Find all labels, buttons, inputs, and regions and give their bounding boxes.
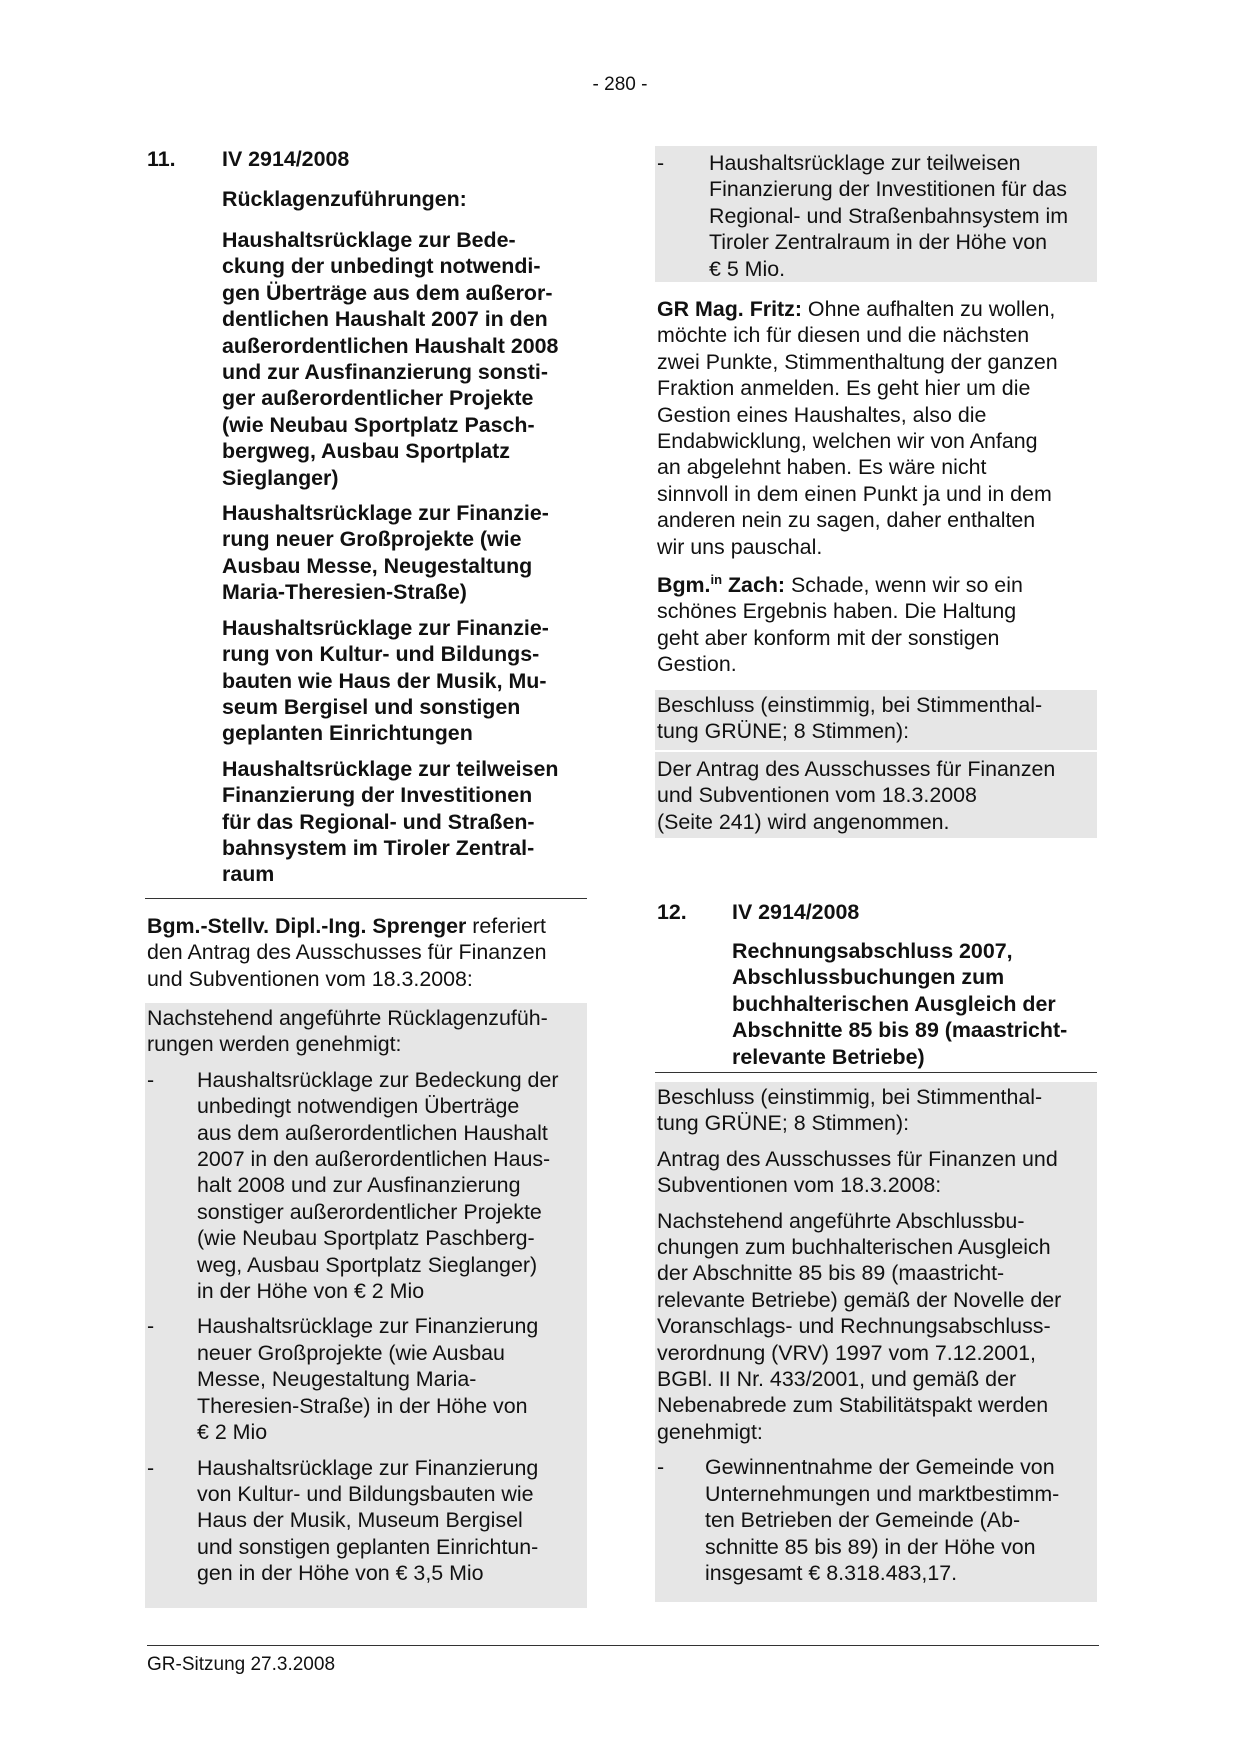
speaker-name: Bgm.-Stellv. Dipl.-Ing. Sprenger <box>147 914 467 938</box>
item-11-decision-box <box>655 690 1097 750</box>
item-11-rule <box>145 898 587 899</box>
item-11-point: Haushaltsrücklage zur Finanzie- rung neuer Großprojekte (wie Ausbau Messe, Neugestaltung Maria-Theresien-Straße) <box>222 501 549 605</box>
item-11-points <box>222 227 592 897</box>
decision: Beschluss (einstimmig, bei Stimmenthal- tung GRÜNE; 8 Stimmen): <box>657 693 1043 744</box>
item-12-number: 12. <box>657 900 687 924</box>
item-11-speaker-paragraph: Bgm.-Stellv. Dipl.-Ing. Sprenger referiert den Antrag des Ausschusses für Finanzen und Subventionen vom 18.3.2008: <box>147 914 547 991</box>
item-11-code: IV 2914/2008 <box>222 147 350 171</box>
item-11-point: Haushaltsrücklage zur Finanzie- rung von Kultur- und Bildungs- bauten wie Haus der Musik, Mu- seum Bergisel und sonstigen geplanten Einrichtungen <box>222 615 549 746</box>
item-12-title: Rechnungsabschluss 2007, Abschlussbuchungen zum buchhalterischen Ausgleich der Abschnitte 85 bis 89 (maastricht- relevante Betriebe) <box>732 939 1068 1069</box>
list-item: - Haushaltsrücklage zur Bedeckung der unbedingt notwendigen Überträge aus dem außerordentlichen Haushalt 2007 in den außerordentlichen Haus- halt 2008 und zur Ausfinanzierung sonstiger außerordentlicher Projekte (wie Neubau Sportplatz Paschberg- weg, Ausbau Sportplatz Sieglanger) in der Höhe von € 2 Mio <box>147 1067 559 1304</box>
item-11-heading: Rücklagenzuführungen: <box>222 187 467 211</box>
footer: GR-Sitzung 27.3.2008 <box>147 1654 336 1675</box>
item-11-point: Haushaltsrücklage zur teilweisen Finanzierung der Investitionen für das Regional- und Straßen- bahnsystem im Tiroler Zentral- raum <box>222 756 559 887</box>
approval-text: Nachstehend angeführte Abschlussbu- chungen zum buchhalterischen Ausgleich der Abschnitte 85 bis 89 (maastricht- relevante Betriebe) gemäß der Novelle der Voranschlags- und Rechnungsabschluss- verordnung (VRV) 1997 vom 7.12.2001, BGBl. II Nr. 433/2001, und gemäß der Nebenabrede zum Stabilitätspakt werden genehmigt: <box>657 1208 1062 1444</box>
item-12-rule <box>655 1072 1097 1073</box>
item-11-number: 11. <box>147 147 176 171</box>
item-11-point: Haushaltsrücklage zur Bede- ckung der unbedingt notwendi- gen Überträge aus dem außeror- dentlichen Haushalt 2007 in den außerordentlichen Haushalt 2008 und zur Ausfinanzierung sonsti- ger außerordentlicher Projekte (wie Neubau Sportplatz Pasch- bergweg, Ausbau Sportplatz Sieglanger) <box>222 228 559 490</box>
page-number: - 280 - <box>592 74 648 95</box>
list-item: - Haushaltsrücklage zur Finanzierung neuer Großprojekte (wie Ausbau Messe, Neugestaltung Maria- Theresien-Straße) in der Höhe von € 2 Mio <box>147 1314 539 1445</box>
list-item: - Haushaltsrücklage zur teilweisen Finanzierung der Investitionen für das Regional- und Straßenbahnsystem im Tiroler Zentralraum in der Höhe von € 5 Mio. <box>657 151 1069 281</box>
speaker-name: GR Mag. Fritz: <box>657 297 802 321</box>
list-item: - Gewinnentnahme der Gemeinde von Unternehmungen und marktbestimm- ten Betrieben der Gemeinde (Ab- schnitte 85 bis 89) in der Höhe von insgesamt € 8.318.483,17. <box>657 1455 1060 1585</box>
speaker-name: Bgm.$^{in}$ Zach: <box>657 571 786 597</box>
zach-statement: Bgm.$^{in}$ Zach: Schade, wenn wir so ein schönes Ergebnis haben. Die Haltung geht aber konform mit der sonstigen Gestion. <box>657 571 1023 677</box>
item-11-list-continued-box <box>655 146 1097 282</box>
approval-intro: Nachstehend angeführte Rücklagenzufüh- rungen werden genehmigt: <box>147 1006 548 1057</box>
item-11-approval-box <box>145 1003 587 1608</box>
motion: Antrag des Ausschusses für Finanzen und Subventionen vom 18.3.2008: <box>657 1146 1058 1198</box>
decision: Beschluss (einstimmig, bei Stimmenthal- tung GRÜNE; 8 Stimmen): <box>657 1085 1043 1136</box>
item-12-decision-box <box>655 1082 1097 1602</box>
decision-text: Der Antrag des Ausschusses für Finanzen und Subventionen vom 18.3.2008 (Seite 241) wird angenommen. <box>657 757 1056 834</box>
item-12-code: IV 2914/2008 <box>732 900 860 924</box>
list-item: - Haushaltsrücklage zur Finanzierung von Kultur- und Bildungsbauten wie Haus der Musik, Museum Bergisel und sonstigen geplanten Einrichtun- gen in der Höhe von € 3,5 Mio <box>147 1455 539 1586</box>
footer-rule <box>147 1645 1099 1646</box>
item-11-decision-text-box <box>655 752 1097 838</box>
fritz-statement: GR Mag. Fritz: Ohne aufhalten zu wollen, möchte ich für diesen und die nächsten zwei Punkte, Stimmenthaltung der ganzen Fraktion anmelden. Es geht hier um die Gestion eines Haushaltes, also die Endabwicklung, welchen wir von Anfang an abgelehnt haben. Es wäre nicht sinnvoll in dem einen Punkt ja und in dem anderen nein zu sagen, daher enthalten wir uns pauschal. <box>657 297 1058 559</box>
